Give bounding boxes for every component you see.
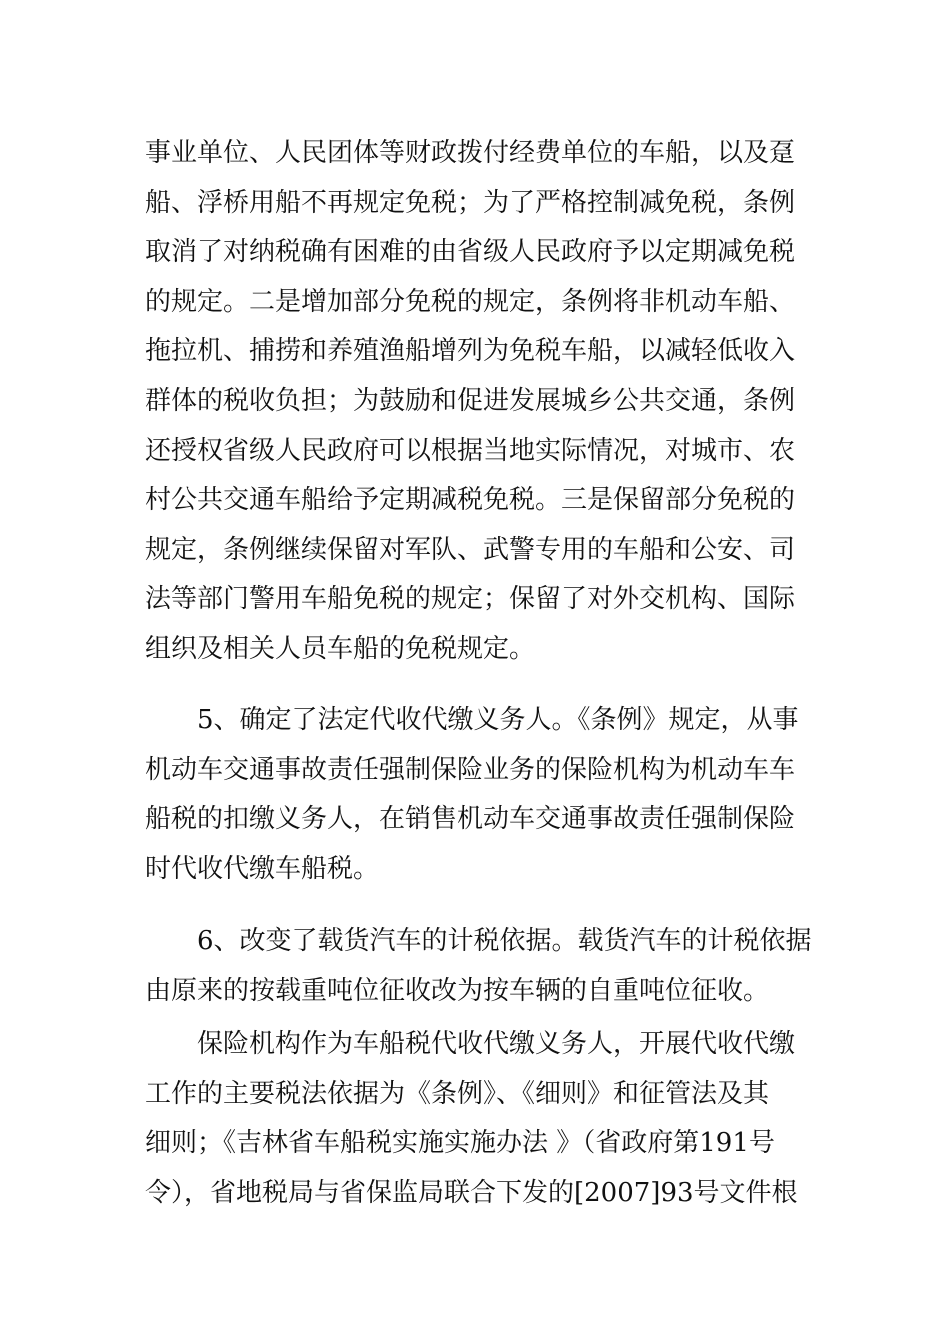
text-line: 村公共交通车船给予定期减税免税。三是保留部分免税的	[145, 485, 796, 516]
text-line: 船、浮桥用船不再规定免税；为了严格控制减免税，条例	[145, 187, 796, 218]
text-line: 时代收代缴车船税。	[145, 853, 380, 884]
text-line: 的规定。二是增加部分免税的规定，条例将非机动车船、	[145, 286, 796, 317]
text-line: 群体的税收负担；为鼓励和促进发展城乡公共交通，条例	[145, 385, 796, 416]
paragraph-item-6	[145, 917, 810, 1016]
paragraph-item-5	[145, 696, 810, 894]
text-line: 拖拉机、捕捞和养殖渔船增列为免税车船，以减轻低收入	[145, 336, 796, 367]
text-line: 由原来的按载重吨位征收改为按车辆的自重吨位征收。	[145, 975, 770, 1006]
text-line: 令），省地税局与省保监局联合下发的[2007]93号文件根	[145, 1177, 798, 1208]
text-line: 还授权省级人民政府可以根据当地实际情况，对城市、农	[145, 435, 796, 466]
text-line: 机动车交通事故责任强制保险业务的保险机构为机动车车	[145, 754, 796, 785]
text-line: 工作的主要税法依据为《条例》、《细则》和征管法及其	[145, 1078, 770, 1109]
text-line: 船税的扣缴义务人，在销售机动车交通事故责任强制保险	[145, 804, 796, 835]
text-line: 6、改变了载货汽车的计税依据。载货汽车的计税依据	[145, 926, 812, 956]
text-line: 取消了对纳税确有困难的由省级人民政府予以定期减免税	[145, 237, 796, 268]
text-line: 5、确定了法定代收代缴义务人。《条例》规定，从事	[145, 705, 799, 735]
text-line: 细则；《吉林省车船税实施实施办法 》（省政府第191号	[145, 1128, 775, 1159]
text-line: 法等部门警用车船免税的规定；保留了对外交机构、国际	[145, 584, 796, 615]
text-line: 保险机构作为车船税代收代缴义务人，开展代收代缴	[145, 1029, 796, 1059]
text-line: 组织及相关人员车船的免税规定。	[145, 633, 536, 664]
text-line: 事业单位、人民团体等财政拨付经费单位的车船，以及趸	[145, 138, 796, 168]
paragraph-legal-basis	[145, 1020, 810, 1218]
paragraph-exemption-rules	[145, 129, 810, 675]
text-line: 规定，条例继续保留对军队、武警专用的车船和公安、司	[145, 534, 796, 565]
